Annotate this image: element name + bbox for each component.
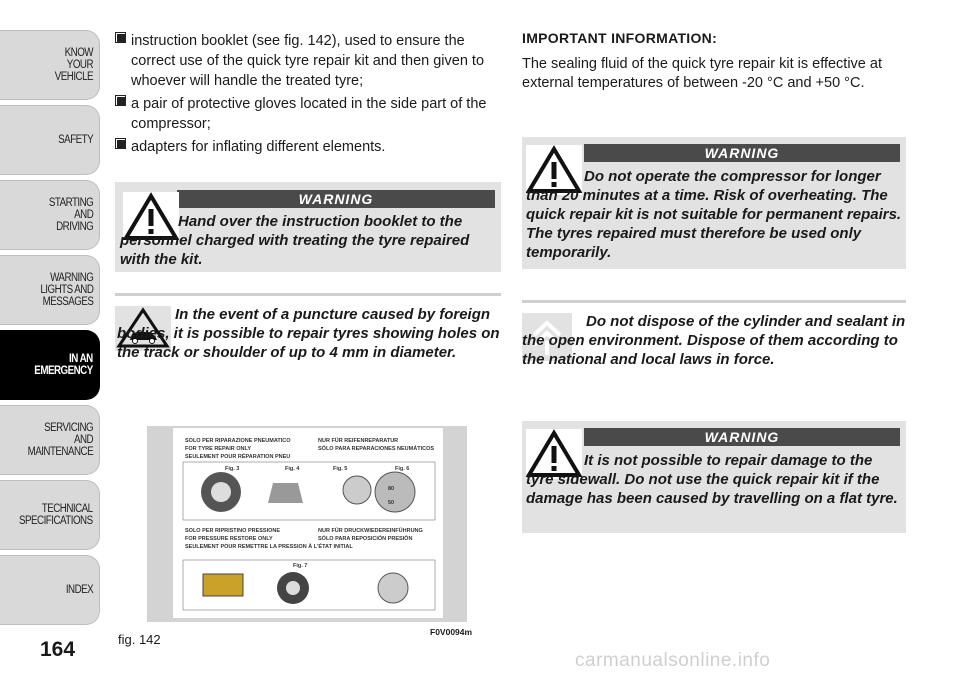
info-note xyxy=(115,293,501,383)
tab-label: KNOW YOUR VEHICLE xyxy=(54,47,93,83)
tab-servicing[interactable] xyxy=(0,405,100,475)
tab-label: IN AN EMERGENCY xyxy=(34,353,93,377)
tab-warning-lights[interactable] xyxy=(0,255,100,325)
svg-text:SÓLO PARA REPOSICIÓN PRESIÓN: SÓLO PARA REPOSICIÓN PRESIÓN xyxy=(318,536,413,542)
instruction-booklet-image xyxy=(173,428,443,618)
svg-text:Fig. 7: Fig. 7 xyxy=(293,563,308,569)
environment-note xyxy=(522,300,906,390)
note-text: In the event of a puncture caused by foreign bodies, it is possible to repair tyres showing holes on the track or shoulder of up to 4 mm in diameter. xyxy=(117,306,500,361)
tab-index[interactable] xyxy=(0,555,100,625)
section-paragraph: The sealing fluid of the quick tyre repair kit is effective at external temperatures of between -20 °C and +50 °C. xyxy=(522,56,882,91)
warning-title: WARNING xyxy=(584,144,900,162)
svg-text:NUR FÜR DRUCKWIEDEREINFÜHRUNG: NUR FÜR DRUCKWIEDEREINFÜHRUNG xyxy=(318,528,423,534)
warning-text: Do not operate the compressor for longer than 20 minutes at a time. Risk of overheating. The quick repair kit is not suitable for permanent repairs. The tyres repaired must therefore be used only temporarily. xyxy=(526,168,902,261)
checkbox-icon xyxy=(115,95,126,106)
note-text: Do not dispose of the cylinder and sealant in the open environment. Dispose of them according to the national and local laws in force. xyxy=(522,313,906,368)
warning-text: It is not possible to repair damage to the tyre sidewall. Do not use the quick repair kit if the damage has been caused by travelling on a flat tyre. xyxy=(526,452,898,507)
tab-know-your-vehicle[interactable] xyxy=(0,30,100,100)
checkbox-icon xyxy=(115,138,126,149)
svg-text:80: 80 xyxy=(388,486,395,492)
svg-text:SÓLO PARA REPARACIONES NEUMÁTI: SÓLO PARA REPARACIONES NEUMÁTICOS xyxy=(318,446,435,452)
svg-text:Fig. 4: Fig. 4 xyxy=(285,466,300,472)
svg-text:50: 50 xyxy=(388,500,395,506)
svg-text:Fig. 5: Fig. 5 xyxy=(333,466,348,472)
tab-safety[interactable] xyxy=(0,105,100,175)
warning-box xyxy=(522,421,906,533)
checkbox-icon xyxy=(115,32,126,43)
tab-starting-and-driving[interactable] xyxy=(0,180,100,250)
svg-text:SEULEMENT POUR RÉPARATION PNEU: SEULEMENT POUR RÉPARATION PNEU xyxy=(185,454,291,460)
tab-label: STARTING AND DRIVING xyxy=(48,197,93,233)
list-item xyxy=(115,94,505,134)
svg-text:FOR TYRE REPAIR ONLY: FOR TYRE REPAIR ONLY xyxy=(185,446,252,452)
figure-code: F0V0094m xyxy=(430,627,473,637)
warning-box xyxy=(115,182,501,272)
svg-text:NUR FÜR REIFENREPARATUR: NUR FÜR REIFENREPARATUR xyxy=(318,438,399,444)
tab-label: SERVICING AND MAINTENANCE xyxy=(27,422,93,458)
svg-text:SOLO PER RIPRISTINO PRESSIONE: SOLO PER RIPRISTINO PRESSIONE xyxy=(185,528,281,534)
booklet-illustration xyxy=(173,428,443,618)
warning-title: WARNING xyxy=(177,190,495,208)
svg-text:SEULEMENT POUR REMETTRE LA PRE: SEULEMENT POUR REMETTRE LA PRESSION À L'ÉTAT INITIAL xyxy=(185,544,353,550)
tab-technical-specifications[interactable] xyxy=(0,480,100,550)
figure-142 xyxy=(147,426,467,622)
watermark: carmanualsonline.info xyxy=(575,650,771,671)
section-title: IMPORTANT INFORMATION: xyxy=(522,30,718,46)
bullet-text: a pair of protective gloves located in the side part of the compressor; xyxy=(131,96,487,132)
list-item xyxy=(115,137,505,157)
bullet-text: instruction booklet (see fig. 142), used to ensure the correct use of the quick tyre repair kit and then given to whoever will handle the treated tyre; xyxy=(131,33,485,89)
bullet-list xyxy=(115,31,505,160)
tab-label: SAFETY xyxy=(58,134,93,146)
svg-text:Fig. 3: Fig. 3 xyxy=(225,466,240,472)
list-item xyxy=(115,31,505,91)
svg-text:FOR PRESSURE RESTORE ONLY: FOR PRESSURE RESTORE ONLY xyxy=(185,536,273,542)
tab-in-an-emergency[interactable] xyxy=(0,330,100,400)
warning-text: Hand over the instruction booklet to the personnel charged with treating the tyre repaired with the kit. xyxy=(120,213,470,268)
svg-text:SOLO PER RIPARAZIONE PNEUMATIC: SOLO PER RIPARAZIONE PNEUMATICO xyxy=(185,438,291,444)
tab-label: WARNING LIGHTS AND MESSAGES xyxy=(39,272,93,308)
svg-text:Fig. 6: Fig. 6 xyxy=(395,466,410,472)
bullet-text: adapters for inflating different elements. xyxy=(131,139,386,155)
figure-caption: fig. 142 xyxy=(118,632,161,647)
warning-box xyxy=(522,137,906,269)
tab-label: TECHNICAL SPECIFICATIONS xyxy=(19,503,93,527)
warning-title: WARNING xyxy=(584,428,900,446)
tab-label: INDEX xyxy=(65,584,93,596)
page-number: 164 xyxy=(40,638,76,661)
